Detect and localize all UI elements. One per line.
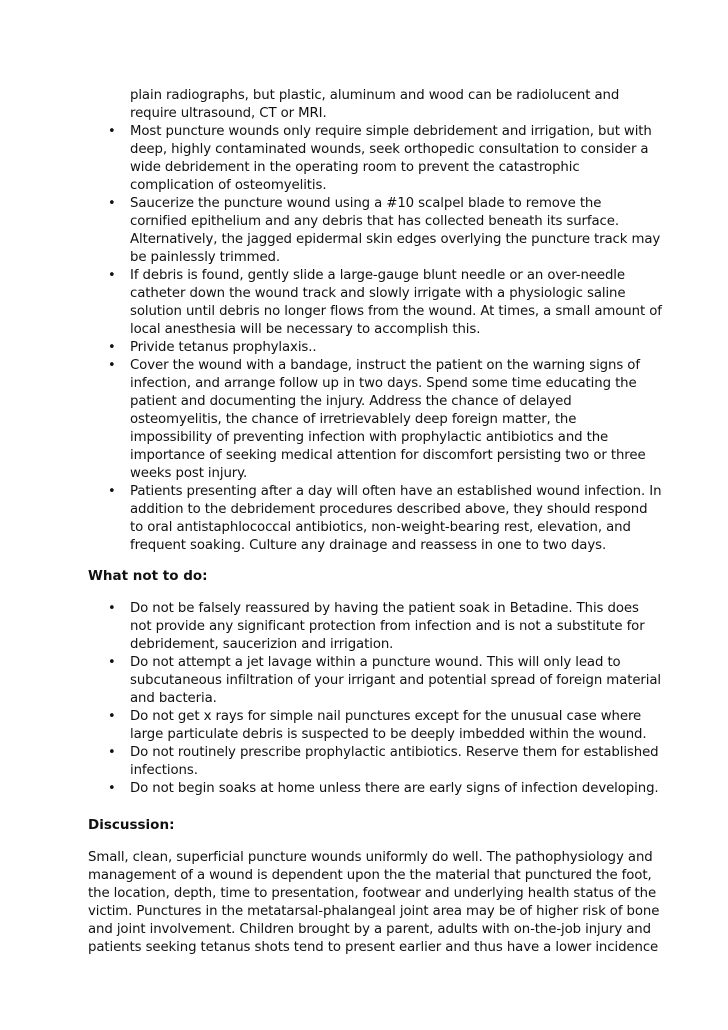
- list-item: [0, 708, 662, 744]
- bullet-icon: •: [108, 196, 116, 211]
- list-item: [0, 654, 662, 708]
- list-item: [0, 123, 662, 195]
- bullet-icon: •: [108, 484, 116, 499]
- discussion-paragraph: Small, clean, superficial puncture wounds uniformly do well. The pathophysiology and management of a wound is dependent upon the the material that punctured the foot, the location, depth, time to presentation, footwear and underlying health status of the victim. Punctures in the metatarsal-phalangeal joint area may be of higher risk of bone and joint involvement. Children brought by a parent, adults with on-the-job injury and patients seeking tetanus shots tend to present earlier and thus have a lower incidence: [88, 850, 660, 955]
- list-item-text: If debris is found, gently slide a large-gauge blunt needle or an over-needle catheter down the wound track and slowly irrigate with a physiologic saline solution until debris no longer flows from the wound. At times, a small amount of local anesthesia will be necessary to accomplish this.: [130, 268, 662, 337]
- list-item-text: Saucerize the puncture wound using a #10 scalpel blade to remove the cornified epithelium and any debris that has collected beneath its surface. Alternatively, the jagged epidermal skin edges overlying the puncture track may be painlessly trimmed.: [130, 196, 661, 265]
- list-item: [0, 780, 662, 798]
- list-item-text: Privide tetanus prophylaxis..: [130, 340, 317, 355]
- bullet-icon: •: [108, 340, 116, 355]
- bullet-icon: •: [108, 655, 116, 670]
- list-item: [0, 744, 662, 780]
- bullet-icon: •: [108, 781, 116, 796]
- section-heading-what-not-to-do: What not to do:: [88, 568, 208, 584]
- list-item-text: Do not get x rays for simple nail punctures except for the unusual case where large particulate debris is suspected to be deeply imbedded within the wound.: [130, 709, 647, 742]
- list-item: [0, 339, 662, 357]
- bullet-icon: •: [108, 709, 116, 724]
- bullet-icon: •: [108, 124, 116, 139]
- list-item-text: Do not routinely prescribe prophylactic antibiotics. Reserve them for established infections.: [130, 745, 659, 778]
- list-item-continued: [0, 87, 662, 123]
- list-item-text: Do not attempt a jet lavage within a puncture wound. This will only lead to subcutaneous infiltration of your irrigant and potential spread of foreign material and bacteria.: [130, 655, 662, 706]
- list-item: [0, 483, 662, 555]
- list-item-text: Do not be falsely reassured by having the patient soak in Betadine. This does not provide any significant protection from infection and is not a substitute for debridement, saucerizion and irrigation.: [130, 601, 645, 652]
- bullet-icon: •: [108, 601, 116, 616]
- list-item: [0, 267, 662, 339]
- list-item-text: Do not begin soaks at home unless there are early signs of infection developing.: [130, 781, 659, 796]
- list-item-text: Patients presenting after a day will often have an established wound infection. In addition to the debridement procedures described above, they should respond to oral antistaphlococcal antibiotics, non-weight-bearing rest, elevation, and frequent soaking. Culture any drainage and reassess in one to two days.: [130, 484, 662, 553]
- what-not-to-do-list: [0, 600, 728, 798]
- bullet-icon: •: [108, 745, 116, 760]
- what-to-do-list: [0, 87, 728, 555]
- bullet-icon: •: [108, 268, 116, 283]
- list-item-text: Most puncture wounds only require simple debridement and irrigation, but with deep, highly contaminated wounds, seek orthopedic consultation to consider a wide debridement in the operating room to prevent the catastrophic complication of osteomyelitis.: [130, 124, 652, 193]
- section-heading-discussion: Discussion:: [88, 817, 175, 833]
- list-item-text: plain radiographs, but plastic, aluminum and wood can be radiolucent and require ultrasound, CT or MRI.: [130, 88, 620, 121]
- list-item-text: Cover the wound with a bandage, instruct the patient on the warning signs of infection, and arrange follow up in two days. Spend some time educating the patient and documenting the injury. Address the chance of delayed osteomyelitis, the chance of irretrievablely deep foreign matter, the impossibility of preventing infection with prophylactic antibiotics and the importance of seeking medical attention for discomfort persisting two or three weeks post injury.: [130, 358, 646, 481]
- list-item: [0, 195, 662, 267]
- list-item: [0, 357, 662, 483]
- bullet-icon: •: [108, 358, 116, 373]
- list-item: [0, 600, 662, 654]
